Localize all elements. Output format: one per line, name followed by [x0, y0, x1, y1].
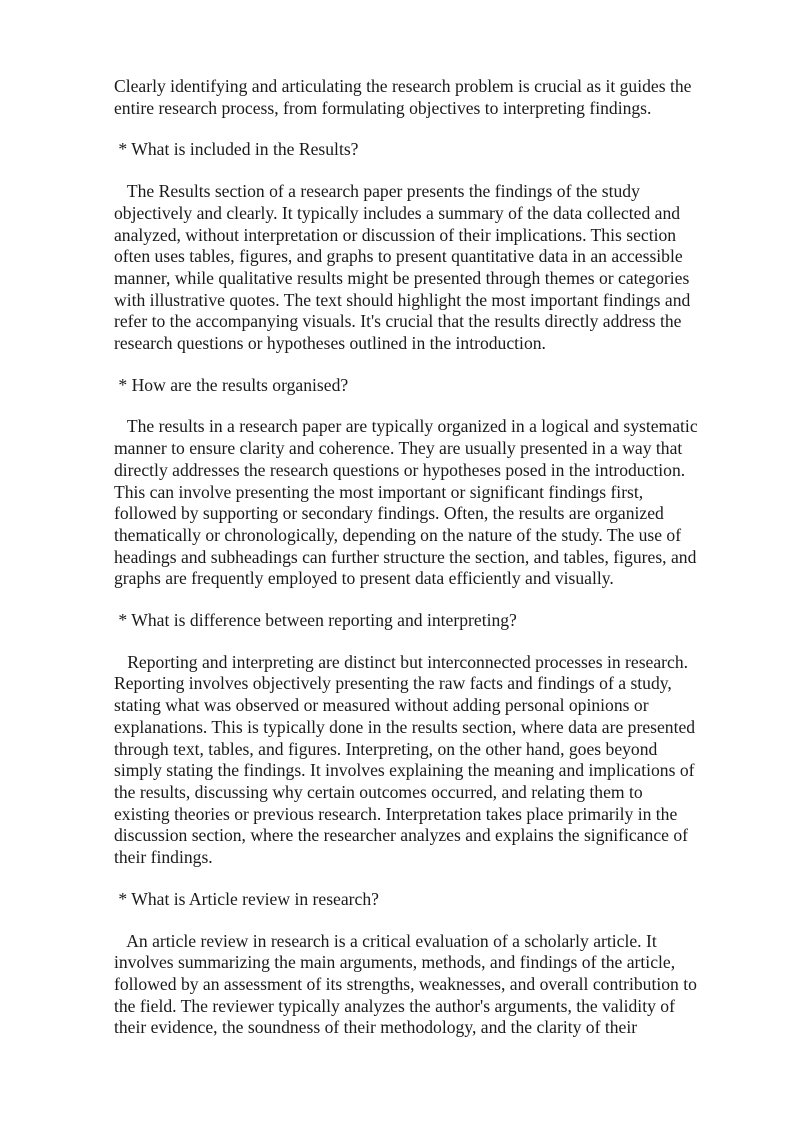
paragraph-line: manner to ensure clarity and coherence. They are usually presented in a way that [114, 438, 683, 459]
paragraph-line: Reporting and interpreting are distinct but interconnected processes in research. [114, 651, 689, 672]
paragraph-line: their findings. [114, 847, 213, 868]
body-paragraph [114, 181, 744, 355]
paragraph-line: discussion section, where the researcher analyzes and explains the significance of [114, 825, 689, 846]
paragraph-line: The Results section of a research paper presents the findings of the study [114, 181, 640, 202]
paragraph-line: objectively and clearly. It typically includes a summary of the data collected and [114, 202, 681, 223]
paragraph-line: followed by supporting or secondary findings. Often, the results are organized [114, 503, 664, 524]
paragraph-line: graphs are frequently employed to present data efficiently and visually. [114, 568, 614, 589]
paragraph-line: through text, tables, and figures. Interpreting, on the other hand, goes beyond [114, 738, 658, 759]
document-page [114, 76, 744, 1059]
paragraph-line: entire research process, from formulating objectives to interpreting findings. [114, 97, 652, 118]
paragraph-line: involves summarizing the main arguments, methods, and findings of the article, [114, 952, 676, 973]
paragraph-line: stating what was observed or measured without adding personal opinions or [114, 695, 649, 716]
paragraph-line: manner, while qualitative results might be presented through themes or categories [114, 267, 690, 288]
paragraph-line: often uses tables, figures, and graphs to present quantitative data in an accessible [114, 246, 683, 267]
body-paragraph [114, 76, 744, 119]
section-question-heading: * What is included in the Results? [114, 139, 359, 160]
paragraph-line: thematically or chronologically, depending on the nature of the study. The use of [114, 524, 682, 545]
paragraph-line: Reporting involves objectively presenting the raw facts and findings of a study, [114, 673, 672, 694]
paragraph-line: explanations. This is typically done in the results section, where data are presented [114, 716, 696, 737]
paragraph-line: directly addresses the research questions or hypotheses posed in the introduction. [114, 459, 686, 480]
section-question-heading: * How are the results organised? [114, 374, 349, 395]
paragraph-line: research questions or hypotheses outlined in the introduction. [114, 333, 546, 354]
paragraph-line: existing theories or previous research. Interpretation takes place primarily in the [114, 803, 678, 824]
paragraph-line: with illustrative quotes. The text should highlight the most important findings and [114, 289, 691, 310]
paragraph-line: followed by an assessment of its strengths, weaknesses, and overall contribution to [114, 973, 697, 994]
body-paragraph [114, 931, 744, 1040]
paragraph-line: their evidence, the soundness of their methodology, and the clarity of their [114, 1017, 638, 1038]
paragraph-line: headings and subheadings can further structure the section, and tables, figures, and [114, 546, 697, 567]
paragraph-line: the results, discussing why certain outcomes occurred, and relating them to [114, 781, 643, 802]
paragraph-line: analyzed, without interpretation or discussion of their implications. This section [114, 224, 677, 245]
paragraph-line: The results in a research paper are typically organized in a logical and systematic [114, 416, 698, 437]
body-paragraph [114, 416, 744, 590]
paragraph-line: simply stating the findings. It involves explaining the meaning and implications of [114, 760, 695, 781]
paragraph-line: refer to the accompanying visuals. It's crucial that the results directly address the [114, 311, 682, 332]
paragraph-line: This can involve presenting the most important or significant findings first, [114, 481, 644, 502]
section-question-heading: * What is Article review in research? [114, 888, 379, 909]
body-paragraph [114, 652, 744, 869]
paragraph-line: Clearly identifying and articulating the research problem is crucial as it guides the [114, 76, 692, 96]
paragraph-line: An article review in research is a critical evaluation of a scholarly article. It [114, 930, 657, 951]
paragraph-line: the field. The reviewer typically analyzes the author's arguments, the validity of [114, 995, 675, 1016]
section-question-heading: * What is difference between reporting and interpreting? [114, 610, 517, 631]
